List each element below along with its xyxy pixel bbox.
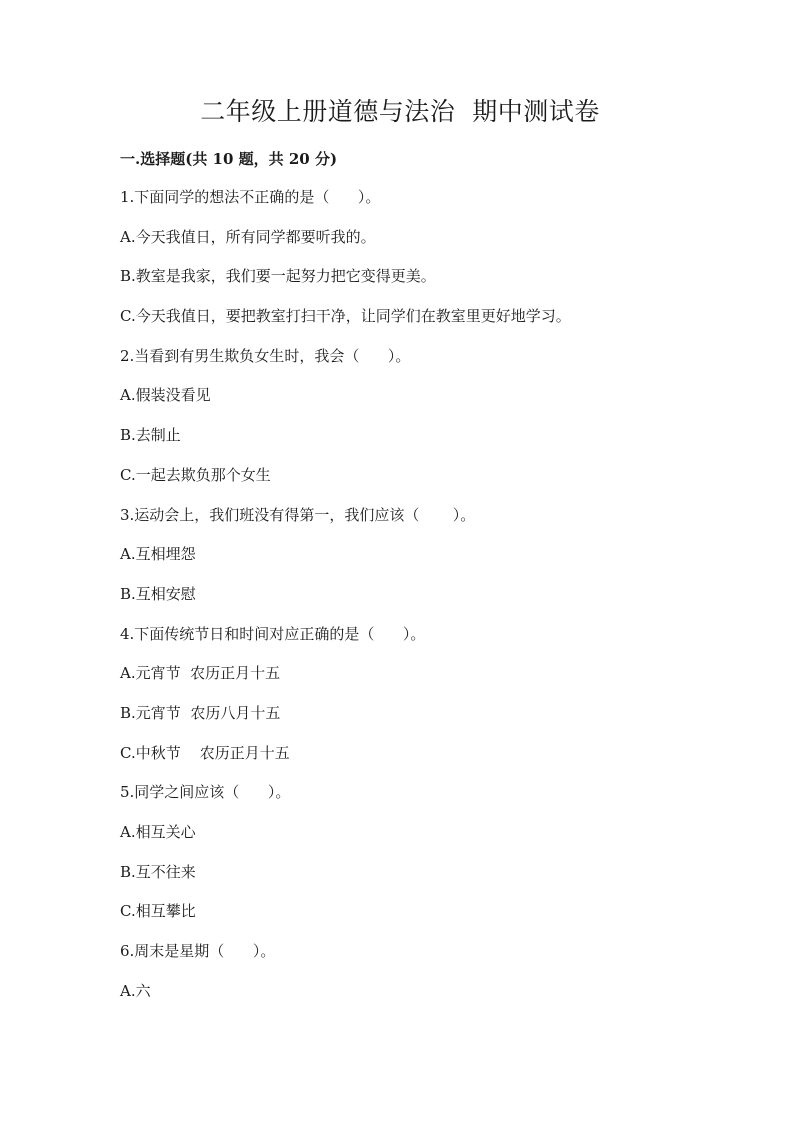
- question-4-option-b: B.元宵节 农历八月十五: [120, 703, 281, 722]
- question-5-option-a: A.相互关心: [120, 823, 196, 841]
- section-heading: 一.选择题(共 10 题，共 20 分): [120, 150, 338, 168]
- question-3-stem: 3.运动会上，我们班没有得第一，我们应该（ ）。: [120, 505, 476, 524]
- page-title: 二年级上册道德与法治 期中测试卷: [200, 97, 600, 126]
- question-list: [120, 186, 760, 1019]
- question-3-option-b: B.互相安慰: [120, 584, 196, 603]
- question-1-option-b: B.教室是我家，我们要一起努力把它变得更美。: [120, 267, 436, 286]
- question-1-option-a: A.今天我值日，所有同学都要听我的。: [120, 227, 376, 246]
- question-5-option-c: C.相互攀比: [120, 902, 196, 921]
- question-6-option-a: A.六: [120, 981, 151, 1000]
- question-2-option-a: A.假装没看见: [120, 386, 211, 405]
- question-2-option-b: B.去制止: [120, 426, 181, 445]
- question-4-option-c: C.中秋节 农历正月十五: [120, 743, 290, 762]
- question-5-stem: 5.同学之间应该（ ）。: [120, 783, 291, 802]
- question-6-stem: 6.周末是星期（ ）。: [120, 942, 276, 961]
- question-4-stem: 4.下面传统节日和时间对应正确的是（ ）。: [120, 624, 426, 643]
- question-3-option-a: A.互相埋怨: [120, 545, 196, 564]
- question-2-option-c: C.一起去欺负那个女生: [120, 465, 271, 484]
- question-1-stem: 1.下面同学的想法不正确的是（ ）。: [120, 188, 381, 206]
- question-4-option-a: A.元宵节 农历正月十五: [120, 664, 281, 683]
- question-2-stem: 2.当看到有男生欺负女生时，我会（ ）。: [120, 346, 411, 365]
- question-5-option-b: B.互不往来: [120, 862, 196, 881]
- question-1-option-c: C.今天我值日，要把教室打扫干净，让同学们在教室里更好地学习。: [120, 307, 571, 326]
